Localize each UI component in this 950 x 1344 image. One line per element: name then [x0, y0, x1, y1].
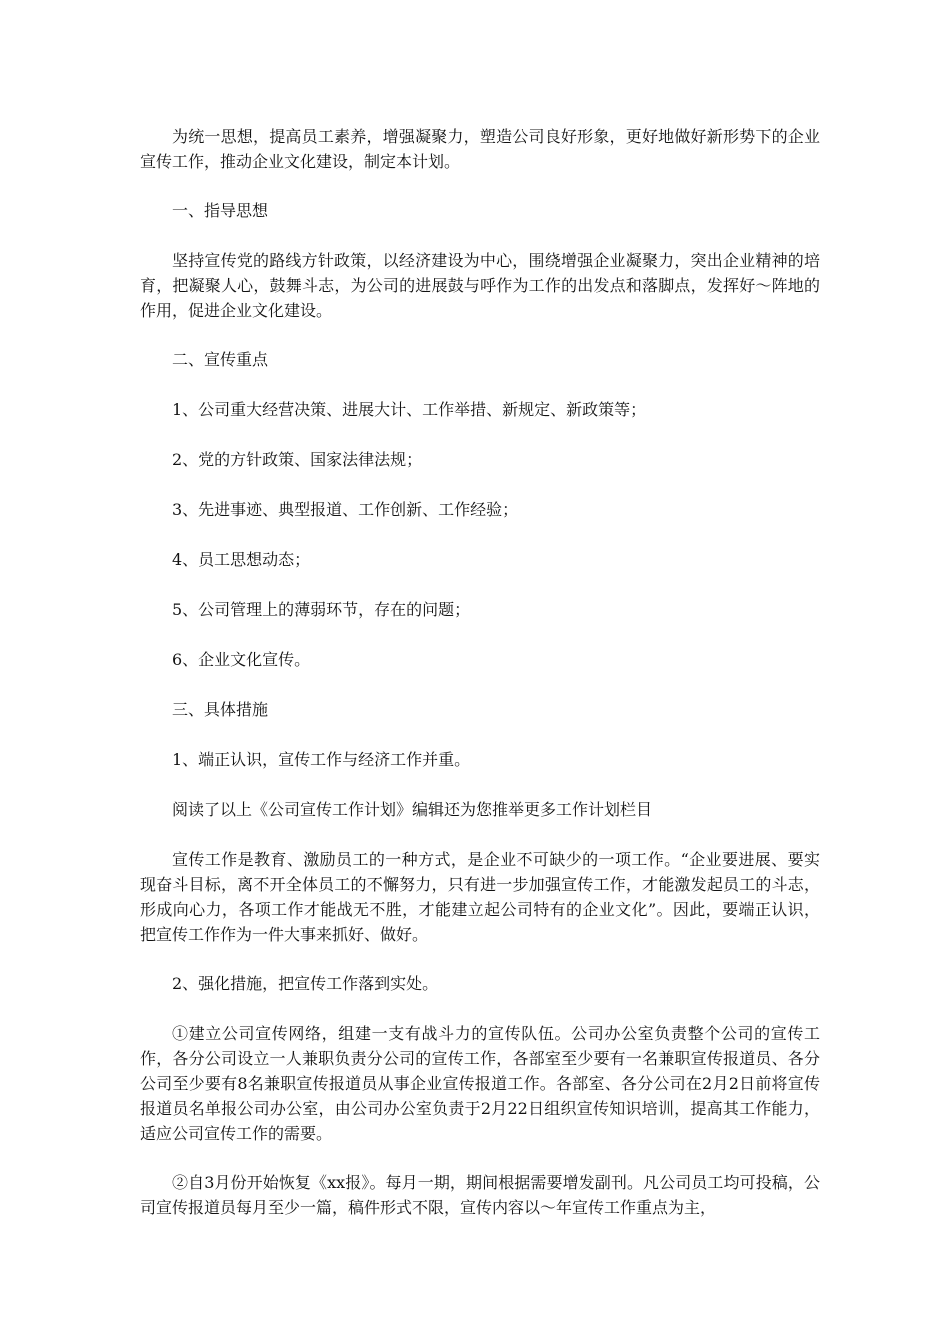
- measure-2-paragraph-2: ②自3月份开始恢复《xx报》。每月一期，期间根据需要增发副刊。凡公司员工均可投稿，公司宣传报道员每月至少一篇，稿件形式不限，宣传内容以～年宣传工作重点为主，: [140, 1173, 820, 1217]
- focus-list-item: 5、公司管理上的薄弱环节，存在的问题；: [172, 600, 471, 619]
- measure-1-paragraph: 宣传工作是教育、激励员工的一种方式，是企业不可缺少的一项工作。“企业要进展、要实现奋斗目标，离不开全体员工的不懈努力，只有进一步加强宣传工作，才能激发起员工的斗志，形成向心力，各项工作才能战无不胜，才能建立起公司特有的企业文化”。因此，要端正认识，把宣传工作作为一件大事来抓好、做好。: [140, 850, 820, 944]
- section-heading-publicity-focus: 二、宣传重点: [172, 350, 269, 369]
- recommend-note: 阅读了以上《公司宣传工作计划》编辑还为您推举更多工作计划栏目: [172, 800, 653, 819]
- focus-list-item: 6、企业文化宣传。: [172, 650, 311, 669]
- focus-list-item: 3、先进事迹、典型报道、工作创新、工作经验；: [172, 500, 519, 519]
- focus-list-item: 1、公司重大经营决策、进展大计、工作举措、新规定、新政策等；: [172, 400, 647, 419]
- measure-2-paragraph-1: ①建立公司宣传网络，组建一支有战斗力的宣传队伍。公司办公室负责整个公司的宣传工作，各分公司设立一人兼职负责分公司的宣传工作，各部室至少要有一名兼职宣传报道员、各分公司至少要有8名兼职宣传报道员从事企业宣传报道工作。各部室、各分公司在2月2日前将宣传报道员名单报公司办公室，由公司办公室负责于2月22日组织宣传知识培训，提高其工作能力，适应公司宣传工作的需要。: [140, 1024, 820, 1143]
- section-heading-guiding-thought: 一、指导思想: [172, 201, 269, 220]
- focus-list-item: 2、党的方针政策、国家法律法规；: [172, 450, 423, 469]
- measure-heading-1: 1、端正认识，宣传工作与经济工作并重。: [172, 750, 471, 769]
- guiding-thought-paragraph: 坚持宣传党的路线方针政策，以经济建设为中心，围绕增强企业凝聚力，突出企业精神的培育，把凝聚人心，鼓舞斗志，为公司的进展鼓与呼作为工作的出发点和落脚点，发挥好～阵地的作用，促进企业文化建设。: [140, 251, 820, 320]
- measure-heading-2: 2、强化措施，把宣传工作落到实处。: [172, 974, 439, 993]
- document-page: [140, 124, 820, 1244]
- section-heading-measures: 三、具体措施: [172, 700, 269, 719]
- intro-paragraph: 为统一思想，提高员工素养，增强凝聚力，塑造公司良好形象，更好地做好新形势下的企业宣传工作，推动企业文化建设，制定本计划。: [140, 127, 820, 171]
- focus-list-item: 4、员工思想动态；: [172, 550, 311, 569]
